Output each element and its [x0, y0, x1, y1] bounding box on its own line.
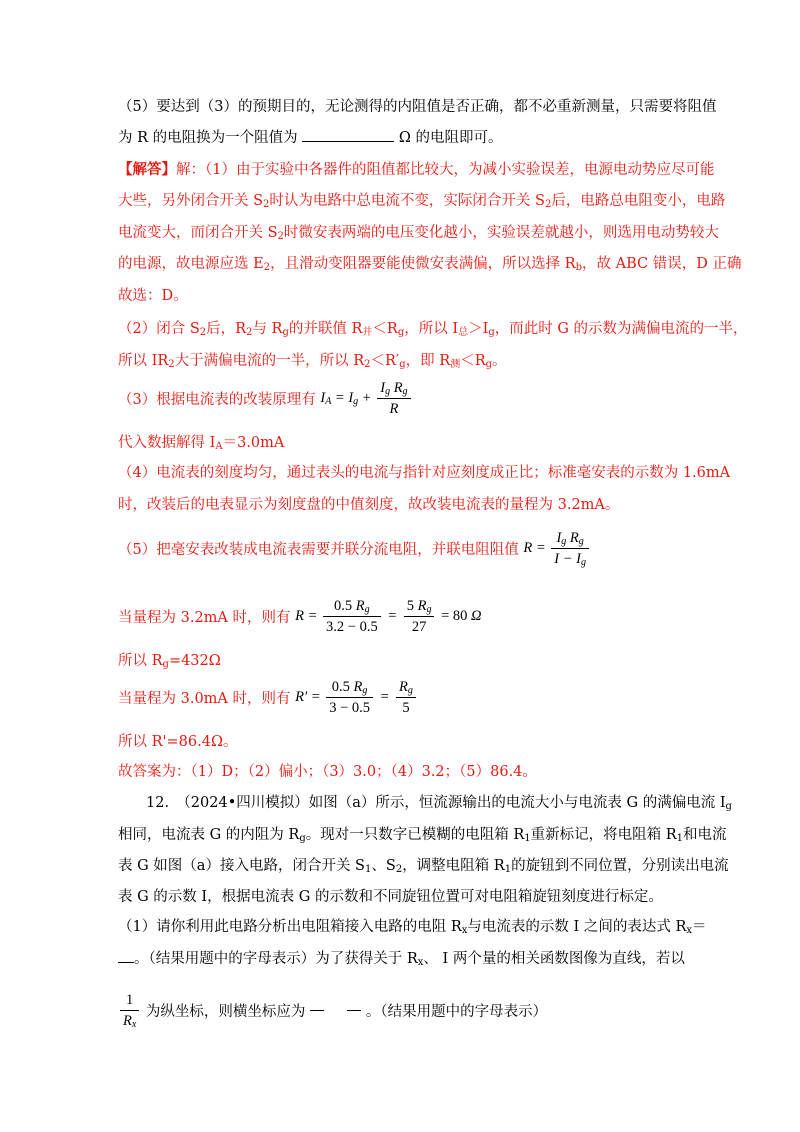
part3-formula-line: （3）根据电流表的改装原理有 $I_A = I_g$ + $\frac{I_g R_g}{R}$: [118, 378, 413, 419]
answer-blank-abscissa-2: [347, 1010, 361, 1011]
case2-result: 所以 R'=86.4Ω。: [118, 734, 238, 750]
part3-result: 代入数据解得 $I_A=3.0mA$: [118, 435, 285, 452]
q12-line-1: 12. （2024•四川模拟）如图（a）所示，恒流源输出的电流大小与电流表 G 的满偏电流 $I_g$: [146, 795, 732, 812]
q5-line-1: （5）要达到（3）的预期目的，无论测得的内阻值是否正确，都不必重新测量，只需要将阻值: [118, 99, 717, 115]
answer-blank-expression: [118, 962, 134, 963]
answer-line-3: 电流变大，而闭合开关 $S_2$时微安表两端的电压变化越小，实验误差就越小，则选用电动势较大: [118, 225, 719, 242]
q12-line-4: 表 G 的示数 I，根据电流表 G 的示数和不同旋钮位置可对电阻箱旋钮刻度进行标定。: [118, 889, 663, 905]
case2-formula-line: 当量程为 3.0mA 时，则有 R′ = $\frac{0.5 R_g}{3 - 0.5}$ = $\frac{R_g}{5}$: [118, 677, 418, 718]
q5-line-2: 为 R 的电阻换为一个阻值为 Ω 的电阻即可。: [118, 130, 503, 146]
answer-line-4: 的电源，故电源应选 $E_2$，且滑动变阻器要能使微安表满偏，所以选择 $R_b$，故 ABC 错误，D 正确: [118, 256, 742, 273]
reciprocal-fraction: $\frac{1}{R_x}$: [120, 990, 139, 1031]
answer-line-1: 【解答】解：（1）由于实验中各器件的阻值都比较大，为减小实验误差，电源电动势应尽可能: [118, 161, 715, 178]
q12-line-3: 表 G 如图（a）接入电路，闭合开关 $S_1$、$S_2$，调整电阻箱 $R_1$的旋钮到不同位置，分别读出电流: [118, 858, 729, 875]
answer-line-5: 故选：D。: [118, 288, 188, 304]
answer-line-2: 大些，另外闭合开关 $S_2$时认为电路中总电流不变，实际闭合开关 $S_2$后，电路总电阻变小，电路: [118, 193, 726, 210]
part3-fraction: $\frac{I_g R_g}{R}$: [377, 378, 410, 419]
q12-part1-line-2: 。（结果用题中的字母表示）为了获得关于 $R_x$、 I 两个量的相关函数图像为直线，若以: [118, 949, 685, 969]
part5-formula-line: （5）把毫安表改装成电流表需要并联分流电阻，并联电阻阻值 R = $\frac{I_g R_g}{I - I_g}$: [118, 528, 591, 569]
part2-line-2: 所以 $IR_2$大于满偏电流的一半，所以 $R_2<R'_g$，即 $R_测<R_g$。: [118, 353, 507, 370]
answer-blank: [302, 141, 394, 142]
part4-line-1: （4）电流表的刻度均匀，通过表头的电流与指针对应刻度成正比；标准毫安表的示数为 1.6mA: [118, 465, 731, 481]
part4-line-2: 时，改装后的电表显示为刻度盘的中值刻度，故改装电流表的量程为 3.2mA。: [118, 497, 620, 513]
part2-line-1: （2）闭合 $S_2$后，$R_2$与 $R_g$的并联值 $R_并<R_g$，所以 $I_总>I_g$，而此时 G 的示数为满偏电流的一半，: [118, 321, 748, 338]
q12-part1-line-1: （1）请你利用此电路分析出电阻箱接入电路的电阻 $R_x$与电流表的示数 I 之间的表达式 $R_x=$: [118, 919, 707, 936]
case1-result: 所以 $R_g=432\Omega$: [118, 653, 221, 670]
q12-line-2: 相同，电流表 G 的内阻为 $R_g$。现对一只数字已模糊的电阻箱 $R_1$重新标记，将电阻箱 $R_1$和电流: [118, 827, 727, 844]
answer-blank-abscissa-1: [310, 1010, 324, 1011]
part5-fraction: $\frac{I_g R_g}{I - I_g}$: [551, 528, 589, 569]
case1-formula-line: 当量程为 3.2mA 时，则有 R = $\frac{0.5 R_g}{3.2 - 0.5}$ = $\frac{5 R_g}{27}$ = 80 Ω: [118, 598, 482, 635]
q12-part1-line-3: $\frac{1}{R_x}$ 为纵坐标，则横坐标应为 。（结果用题中的字母表示）: [118, 990, 547, 1031]
final-answer: 故答案为：（1）D；（2）偏小；（3）3.0；（4）3.2；（5）86.4。: [118, 764, 537, 780]
